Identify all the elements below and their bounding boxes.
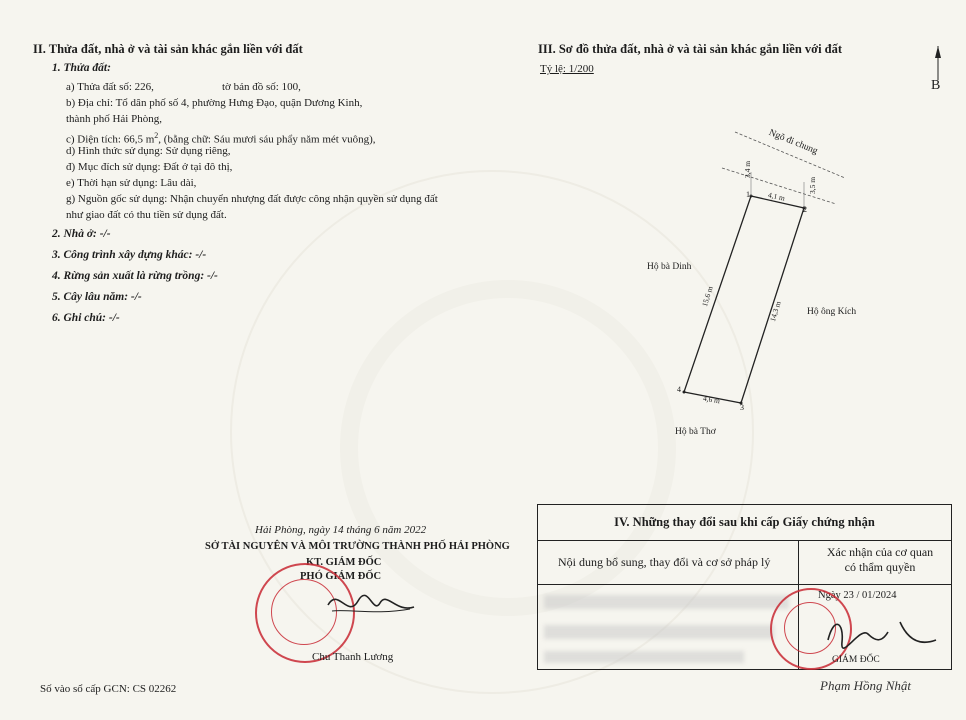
address-line1: b) Địa chỉ: Tổ dân phố số 4, phường Hưng Đạo, quận Dương Kinh, xyxy=(66,97,363,109)
redacted-content-1 xyxy=(544,595,789,609)
item5-perennial: 5. Cây lâu năm: -/- xyxy=(52,291,142,303)
usage-origin-line2: như giao đất có thu tiền sử dụng đất. xyxy=(66,209,227,221)
redacted-content-3 xyxy=(544,651,744,663)
item2-house: 2. Nhà ở: -/- xyxy=(52,228,111,240)
address-line2: thành phố Hải Phòng, xyxy=(66,113,162,125)
issue-date: Hải Phòng, ngày 14 tháng 6 năm 2022 xyxy=(255,524,427,536)
dim-14-3: 14,3 m xyxy=(768,300,783,323)
director-title-right: GIÁM ĐỐC xyxy=(832,655,880,665)
signer-name-left: Chu Thanh Lương xyxy=(312,651,394,663)
map-scale: Tỷ lệ: 1/200 xyxy=(540,63,594,75)
deputy-director: PHÓ GIÁM ĐỐC xyxy=(300,571,382,582)
signature-right xyxy=(820,612,940,652)
usage-origin-line1: g) Nguồn gốc sử dụng: Nhận chuyển nhượng đất được công nhận quyền sử dụng đất xyxy=(66,193,438,205)
parcel-number: a) Thửa đất số: 226, xyxy=(66,81,154,93)
issuing-office: SỞ TÀI NGUYÊN VÀ MÔI TRƯỜNG THÀNH PHỐ HẢI PHÒNG xyxy=(205,541,510,552)
usage-form: d) Hình thức sử dụng: Sử dụng riêng, xyxy=(66,145,231,157)
usage-purpose: đ) Mục đích sử dụng: Đất ở tại đô thị, xyxy=(66,161,233,173)
point-3: 3 xyxy=(740,403,744,412)
changes-title: IV. Những thay đổi sau khi cấp Giấy chứng nhận xyxy=(538,505,951,541)
point-4: 4 xyxy=(677,385,681,394)
changes-col2-header: Xác nhận của cơ quan có thẩm quyền xyxy=(826,545,934,574)
item4-forest: 4. Rừng sản xuất là rừng trồng: -/- xyxy=(52,270,218,282)
dim-15-6: 15,6 m xyxy=(700,285,715,308)
dim-3-5: 3,5 m xyxy=(808,176,817,194)
redacted-content-2 xyxy=(544,625,774,639)
map-sheet-number: tờ bản đồ số: 100, xyxy=(222,81,301,93)
item1-title: 1. Thửa đất: xyxy=(52,62,111,74)
signature-left xyxy=(318,585,418,625)
usage-term: e) Thời hạn sử dụng: Lâu dài, xyxy=(66,177,197,189)
section-iii-title: III. Sơ đồ thửa đất, nhà ở và tài sản khác gắn liền với đất xyxy=(538,42,843,56)
kt-director: KT. GIÁM ĐỐC xyxy=(306,557,382,568)
item3-construction: 3. Công trình xây dựng khác: -/- xyxy=(52,249,207,261)
north-label: B xyxy=(931,78,941,93)
point-2: 2 xyxy=(803,205,807,214)
changes-col1-header: Nội dung bổ sung, thay đổi và cơ sở pháp lý xyxy=(558,555,771,569)
road-label: Ngõ đi chung xyxy=(767,128,819,157)
section-ii-title: II. Thửa đất, nhà ở và tài sản khác gắn liền với đất xyxy=(33,42,303,56)
changes-header-row xyxy=(538,541,951,585)
item6-note: 6. Ghi chú: -/- xyxy=(52,312,120,324)
neighbor-bottom: Hộ bà Thơ xyxy=(675,427,716,437)
confirmation-date: Ngày 23 / 01/2024 xyxy=(818,590,897,601)
signer-name-right: Phạm Hồng Nhật xyxy=(820,678,911,693)
neighbor-left: Hộ bà Dinh xyxy=(647,262,692,272)
point-1: 1 xyxy=(746,190,750,199)
neighbor-right: Hộ ông Kích xyxy=(807,307,857,317)
registry-number: Số vào sổ cấp GCN: CS 02262 xyxy=(40,683,177,695)
area-line: c) Diện tích: 66,5 $m^2$, (bằng chữ: Sáu mươi sáu phẩy năm mét vuông), xyxy=(66,131,376,146)
dim-4-6: 4,6 m xyxy=(702,393,721,406)
dim-4-1: 4,1 m xyxy=(767,190,786,203)
dim-3-4: 3,4 m xyxy=(743,160,752,178)
